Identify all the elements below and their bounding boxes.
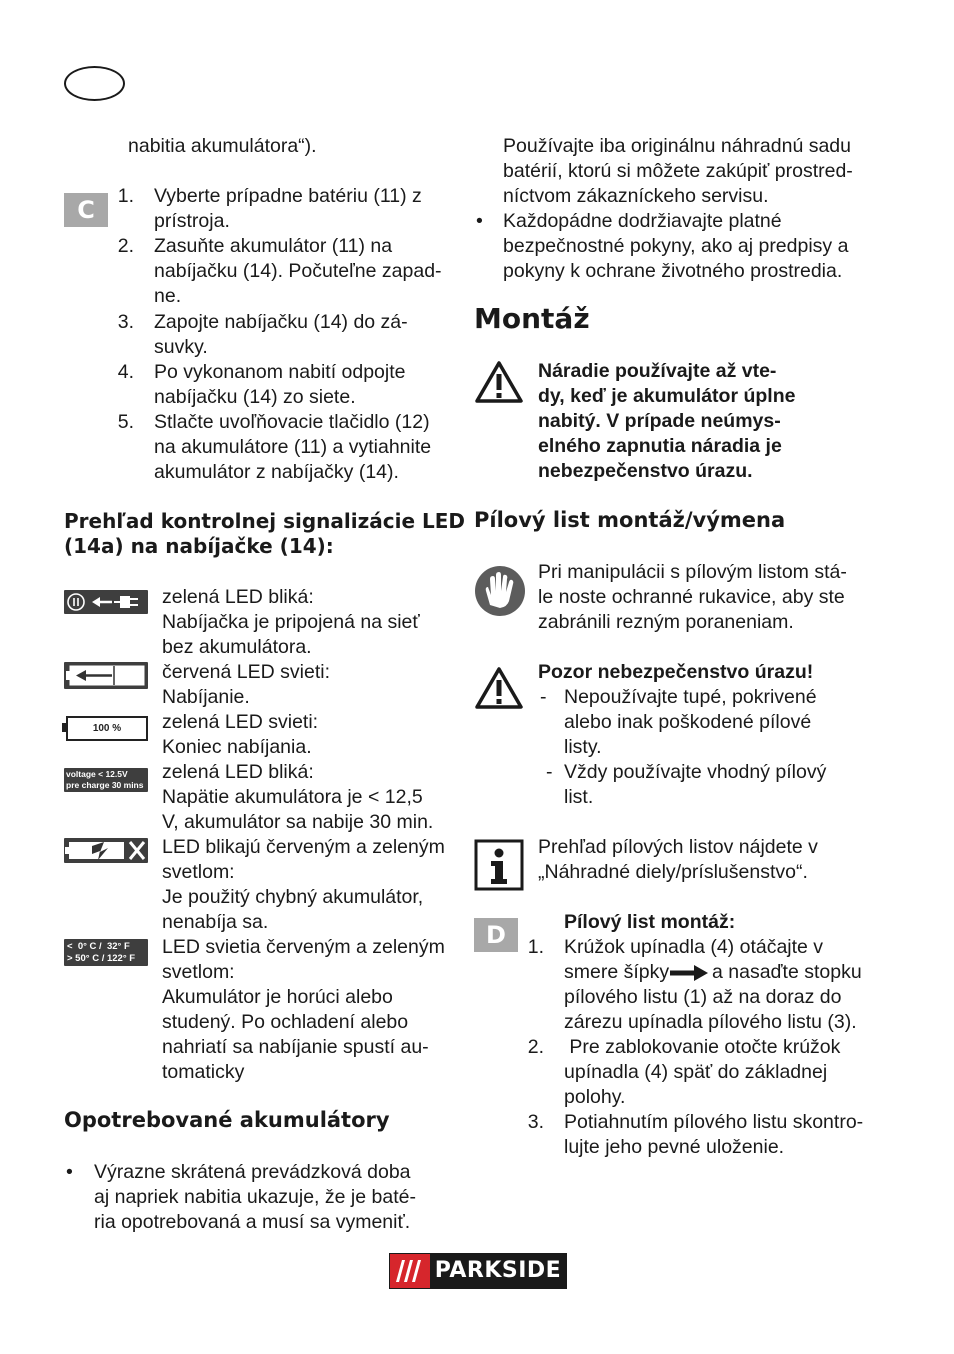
step-line: lujte jeho pevné uloženie. bbox=[564, 1136, 785, 1158]
step-number: 5. bbox=[117, 411, 134, 433]
led-desc-line: zelená LED svieti: bbox=[162, 711, 319, 733]
step-line: nabíjačku (14) zo siete. bbox=[154, 386, 356, 408]
arrow-right-icon bbox=[670, 963, 708, 979]
warning2-title: Pozor nebezpečenstvo úrazu! bbox=[538, 661, 814, 683]
step-line: Zapojte nabíjačku (14) do zá- bbox=[154, 311, 408, 333]
blade-mount-title: Pílový list montáž: bbox=[564, 911, 736, 933]
led-desc-line: Nabíjanie. bbox=[162, 686, 250, 708]
intro-continuation: nabitia akumulátora“). bbox=[128, 135, 317, 157]
step-line: zárezu upínadla pílového listu (3). bbox=[564, 1011, 857, 1033]
led-desc-line: červená LED svieti: bbox=[162, 661, 330, 683]
step-number: 2. bbox=[117, 235, 134, 257]
warning2-line: alebo inak poškodené pílové bbox=[564, 711, 812, 733]
bullet-dot: • bbox=[66, 1161, 73, 1183]
led-desc-line: studený. Po ochladení alebo bbox=[162, 1011, 409, 1033]
step-number: 1. bbox=[117, 185, 134, 207]
info-icon bbox=[474, 839, 524, 891]
parkside-logo bbox=[389, 1253, 567, 1289]
step-number: 2. bbox=[527, 1036, 544, 1058]
led-desc-line: LED svietia červeným a zeleným bbox=[162, 936, 445, 958]
gloves-line: Pri manipulácii s pílovým listom stá- bbox=[538, 561, 847, 583]
warning2-line: Vždy používajte vhodný pílový bbox=[564, 761, 827, 783]
led-desc-line: Akumulátor je horúci alebo bbox=[162, 986, 393, 1008]
led-temperature-icon bbox=[64, 939, 148, 966]
led-overview-heading: (14a) na nabíjačke (14): bbox=[64, 534, 334, 558]
info-line: Prehľad pílových listov nájdete v bbox=[538, 836, 818, 858]
step-line: Vyberte prípadne batériu (11) z bbox=[154, 185, 422, 207]
led-plug-icon bbox=[64, 590, 148, 614]
led-charging-icon bbox=[64, 662, 148, 689]
warning1-line: dy, keď je akumulátor úplne bbox=[538, 385, 796, 407]
led-full-label: 100 % bbox=[92, 723, 122, 734]
led-desc-line: Koniec nabíjania. bbox=[162, 736, 312, 758]
led-desc-line: V, akumulátor sa nabije 30 min. bbox=[162, 811, 434, 833]
led-desc-line: LED blikajú červeným a zeleným bbox=[162, 836, 445, 858]
led-temp-low-label: < 0° C / 32° F bbox=[67, 941, 130, 952]
dash: - bbox=[546, 761, 553, 783]
warning2-line: listy. bbox=[564, 736, 602, 758]
logo-stripes-icon bbox=[390, 1254, 430, 1288]
logo-text: PARKSIDE bbox=[434, 1258, 562, 1283]
step-line: a nasaďte stopku bbox=[712, 961, 862, 983]
led-temp-high-label: > 50° C / 122° F bbox=[67, 953, 136, 964]
warning-icon bbox=[474, 666, 524, 710]
montaz-heading: Montáž bbox=[474, 302, 590, 335]
bullet-line: Každopádne dodržiavajte platné bbox=[503, 210, 782, 232]
led-desc-line: zelená LED bliká: bbox=[162, 586, 314, 608]
language-marker bbox=[64, 66, 125, 101]
blade-heading: Pílový list montáž/výmena bbox=[474, 508, 786, 532]
warning1-line: Náradie používajte až vte- bbox=[538, 360, 777, 382]
led-desc-line: zelená LED bliká: bbox=[162, 761, 314, 783]
step-line: ne. bbox=[154, 285, 182, 307]
step-line: prístroja. bbox=[154, 210, 230, 232]
step-line: akumulátor z nabíjačky (14). bbox=[154, 461, 399, 483]
step-line: Stlačte uvoľňovacie tlačidlo (12) bbox=[154, 411, 430, 433]
bullet-line: pokyny k ochrane životného prostredia. bbox=[503, 260, 843, 282]
warning1-line: nabitý. V prípade neúmys- bbox=[538, 410, 781, 432]
led-voltage-label: voltage < 12.5V bbox=[66, 769, 128, 779]
led-overview-heading: Prehľad kontrolnej signalizácie LED bbox=[64, 509, 465, 533]
step-line: Potiahnutím pílového listu skontro- bbox=[564, 1111, 864, 1133]
led-desc-line: Nabíjačka je pripojená na sieť bbox=[162, 611, 420, 633]
gloves-line: zabránili rezným poraneniam. bbox=[538, 611, 794, 633]
bullet-line: ria opotrebovaná a musí sa vymeniť. bbox=[94, 1211, 411, 1233]
info-line: „Náhradné diely/príslušenstvo“. bbox=[538, 861, 808, 883]
used-batteries-heading: Opotrebované akumulátory bbox=[64, 1108, 390, 1132]
step-line: Pre zablokovanie otočte krúžok bbox=[564, 1036, 841, 1058]
section-box-d: D bbox=[474, 918, 518, 952]
led-desc-line: svetlom: bbox=[162, 861, 235, 883]
gloves-icon bbox=[474, 565, 526, 617]
bullet-dot: • bbox=[476, 210, 483, 232]
step-line: Zasuňte akumulátor (11) na bbox=[154, 235, 393, 257]
bullet-line: bezpečnostné pokyny, ako aj predpisy a bbox=[503, 235, 849, 257]
step-line: suvky. bbox=[154, 336, 208, 358]
step-line: pílového listu (1) až na doraz do bbox=[564, 986, 842, 1008]
led-desc-line: tomaticky bbox=[162, 1061, 245, 1083]
warning2-line: list. bbox=[564, 786, 594, 808]
step-line: Po vykonanom nabití odpojte bbox=[154, 361, 406, 383]
section-box-c: C bbox=[64, 193, 108, 227]
led-desc-line: nenabíja sa. bbox=[162, 911, 269, 933]
warning1-line: nebezpečenstvo úrazu. bbox=[538, 460, 753, 482]
step-number: 4. bbox=[117, 361, 134, 383]
dash: - bbox=[540, 686, 547, 708]
warning-icon bbox=[474, 360, 524, 404]
led-faulty-icon bbox=[64, 838, 148, 863]
led-desc-line: Napätie akumulátora je < 12,5 bbox=[162, 786, 423, 808]
step-number: 1. bbox=[527, 936, 544, 958]
gloves-line: le noste ochranné rukavice, aby ste bbox=[538, 586, 845, 608]
led-desc-line: nahriatí sa nabíjanie spustí au- bbox=[162, 1036, 429, 1058]
warning2-line: Nepoužívajte tupé, pokrivené bbox=[564, 686, 817, 708]
led-desc-line: svetlom: bbox=[162, 961, 235, 983]
led-desc-line: bez akumulátora. bbox=[162, 636, 312, 658]
step-number: 3. bbox=[527, 1111, 544, 1133]
bullet-line: Výrazne skrátená prevádzková doba bbox=[94, 1161, 411, 1183]
warning1-line: elného zapnutia náradia je bbox=[538, 435, 782, 457]
led-full-icon bbox=[66, 716, 148, 741]
led-voltage-icon bbox=[64, 768, 148, 792]
step-line: smere šípky bbox=[564, 961, 670, 983]
step-line: upínadla (4) späť do základnej bbox=[564, 1061, 828, 1083]
led-desc-line: Je použitý chybný akumulátor, bbox=[162, 886, 424, 908]
step-number: 3. bbox=[117, 311, 134, 333]
step-line: nabíjačku (14). Počuteľne zapad- bbox=[154, 260, 442, 282]
led-precharge-label: pre charge 30 mins bbox=[66, 780, 144, 790]
step-line: polohy. bbox=[564, 1086, 626, 1108]
cont-line: batérií, ktorú si môžete zakúpiť prostred- bbox=[503, 160, 853, 182]
step-line: na akumulátore (11) a vytiahnite bbox=[154, 436, 432, 458]
cont-line: Používajte iba originálnu náhradnú sadu bbox=[503, 135, 852, 157]
cont-line: níctvom zákazníckeho servisu. bbox=[503, 185, 769, 207]
step-line: Krúžok upínadla (4) otáčajte v bbox=[564, 936, 824, 958]
bullet-line: aj napriek nabitia ukazuje, že je baté- bbox=[94, 1186, 416, 1208]
